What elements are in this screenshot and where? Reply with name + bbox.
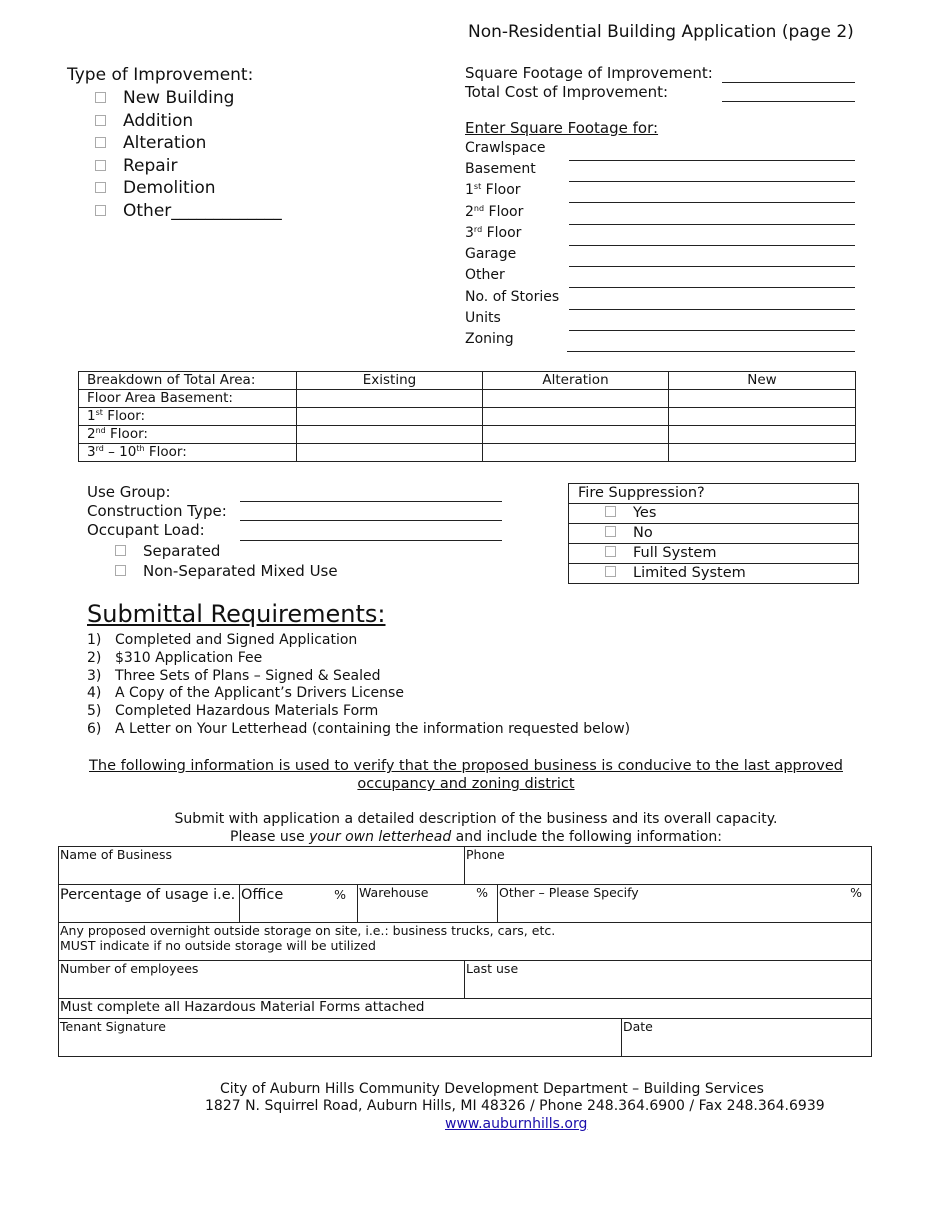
list-item: 5) Completed Hazardous Materials Form <box>87 703 379 720</box>
floor3-field[interactable] <box>569 245 855 246</box>
sqft-label: Square Footage of Improvement: <box>465 64 713 82</box>
construction-type-field[interactable] <box>240 520 502 521</box>
table-row <box>79 408 856 426</box>
fire-option-full[interactable]: Full System <box>569 543 858 563</box>
total-cost-field[interactable] <box>722 101 855 102</box>
table-row <box>59 961 872 999</box>
checkbox-icon[interactable] <box>115 545 126 556</box>
use-group-field[interactable] <box>240 501 502 502</box>
table-row <box>59 1019 872 1057</box>
table-row <box>79 390 856 408</box>
zoning-field[interactable] <box>567 351 855 352</box>
stories-label: No. of Stories <box>465 289 560 305</box>
checkbox-icon[interactable] <box>605 546 616 557</box>
occupant-load-label: Occupant Load: <box>87 521 205 539</box>
table-cell[interactable] <box>669 444 856 462</box>
separated-option[interactable]: Separated <box>115 542 220 560</box>
row-label: Floor Area Basement: <box>79 390 297 408</box>
non-separated-option[interactable]: Non-Separated Mixed Use <box>115 562 338 580</box>
checkbox-icon[interactable] <box>95 205 106 216</box>
submittal-list <box>87 632 630 739</box>
table-cell[interactable] <box>483 390 669 408</box>
improvement-option[interactable]: Alteration <box>95 132 282 155</box>
table-cell[interactable] <box>483 408 669 426</box>
list-item: 6) A Letter on Your Letterhead (containing the information requested below) <box>87 720 631 737</box>
improvement-option[interactable]: Addition <box>95 110 282 133</box>
use-group-label: Use Group: <box>87 483 171 501</box>
business-name-field[interactable]: Name of Business <box>59 847 465 885</box>
table-row <box>59 885 872 923</box>
table-cell[interactable] <box>297 390 483 408</box>
stories-field[interactable] <box>569 309 855 310</box>
improvement-option[interactable]: Demolition <box>95 177 282 200</box>
floor1-field[interactable] <box>569 202 855 203</box>
checkbox-icon[interactable] <box>605 526 616 537</box>
table-row <box>79 372 856 390</box>
footer-department: City of Auburn Hills Community Development Department – Building Services <box>220 1081 764 1097</box>
occupant-load-field[interactable] <box>240 540 502 541</box>
date-field[interactable]: Date <box>622 1019 872 1057</box>
other-label: Other <box>465 267 505 283</box>
page-title: Non-Residential Building Application (page 2) <box>468 22 854 42</box>
website-link[interactable]: www.auburnhills.org <box>445 1116 588 1132</box>
units-field[interactable] <box>569 330 855 331</box>
total-cost-label: Total Cost of Improvement: <box>465 83 669 101</box>
basement-field[interactable] <box>569 181 855 182</box>
garage-label: Garage <box>465 246 517 262</box>
checkbox-icon[interactable] <box>95 182 106 193</box>
list-item: 4) A Copy of the Applicant’s Drivers License <box>87 685 404 702</box>
table-row <box>59 923 872 961</box>
table-cell[interactable] <box>669 390 856 408</box>
sqft-field[interactable] <box>722 82 855 83</box>
garage-field[interactable] <box>569 266 855 267</box>
table-row <box>79 426 856 444</box>
office-field[interactable]: Office % <box>240 885 358 923</box>
percentage-label: Percentage of usage i.e. <box>59 885 240 923</box>
list-item: 3) Three Sets of Plans – Signed & Sealed <box>87 667 381 684</box>
table-cell[interactable] <box>297 444 483 462</box>
outside-storage-field[interactable]: Any proposed overnight outside storage on site, i.e.: business trucks, cars, etc. MUST indicate if no outside storage will be utilized <box>59 923 872 961</box>
checkbox-icon[interactable] <box>95 92 106 103</box>
crawlspace-field[interactable] <box>569 160 855 161</box>
floor2-field[interactable] <box>569 224 855 225</box>
table-cell[interactable] <box>669 426 856 444</box>
improvement-option[interactable]: Other_____________ <box>95 200 282 223</box>
verification-notice: The following information is used to verify that the proposed business is conducive to the last approved occupancy and zoning district <box>89 758 843 792</box>
table-cell[interactable] <box>669 408 856 426</box>
business-info-table <box>58 846 872 1057</box>
table-row <box>79 444 856 462</box>
employees-field[interactable]: Number of employees <box>59 961 465 999</box>
tenant-signature-field[interactable]: Tenant Signature <box>59 1019 622 1057</box>
other-specify-field[interactable]: Other – Please Specify % <box>498 885 872 923</box>
table-row <box>59 999 872 1019</box>
fire-option-limited[interactable]: Limited System <box>569 563 858 583</box>
checkbox-icon[interactable] <box>95 160 106 171</box>
enter-sqft-heading: Enter Square Footage for: <box>465 119 659 137</box>
table-header: New <box>669 372 856 390</box>
improvement-heading: Type of Improvement: <box>67 65 254 85</box>
fire-suppression-heading: Fire Suppression? <box>578 485 705 501</box>
fire-suppression-box <box>568 483 859 584</box>
footer-address: 1827 N. Squirrel Road, Auburn Hills, MI 48326 / Phone 248.364.6900 / Fax 248.364.6939 <box>205 1098 825 1114</box>
last-use-field[interactable]: Last use <box>465 961 872 999</box>
row-label: 3rd – 10th Floor: <box>79 444 297 462</box>
improvement-options <box>95 87 282 222</box>
checkbox-icon[interactable] <box>95 137 106 148</box>
submittal-heading: Submittal Requirements: <box>87 600 386 628</box>
checkbox-icon[interactable] <box>605 506 616 517</box>
warehouse-field[interactable]: Warehouse % <box>358 885 498 923</box>
row-label: 2nd Floor: <box>79 426 297 444</box>
improvement-option[interactable]: New Building <box>95 87 282 110</box>
hazardous-notice: Must complete all Hazardous Material Forms attached <box>59 999 872 1019</box>
zoning-label: Zoning <box>465 331 514 347</box>
table-cell[interactable] <box>297 426 483 444</box>
table-row <box>59 847 872 885</box>
list-item: 1) Completed and Signed Application <box>87 632 358 648</box>
checkbox-icon[interactable] <box>95 115 106 126</box>
floor2-label: 2nd Floor <box>465 204 524 220</box>
table-cell[interactable] <box>297 408 483 426</box>
crawlspace-label: Crawlspace <box>465 140 546 156</box>
row-label: 1st Floor: <box>79 408 297 426</box>
checkbox-icon[interactable] <box>115 565 126 576</box>
list-item: 2) $310 Application Fee <box>87 649 263 666</box>
checkbox-icon[interactable] <box>605 566 616 577</box>
floor3-label: 3rd Floor <box>465 225 522 241</box>
basement-label: Basement <box>465 161 536 177</box>
floor1-label: 1st Floor <box>465 182 521 198</box>
construction-type-label: Construction Type: <box>87 502 227 520</box>
improvement-option[interactable]: Repair <box>95 155 282 178</box>
phone-field[interactable]: Phone <box>465 847 872 885</box>
table-cell[interactable] <box>483 426 669 444</box>
table-header: Breakdown of Total Area: <box>79 372 297 390</box>
other-field[interactable] <box>569 287 855 288</box>
table-cell[interactable] <box>483 444 669 462</box>
table-header: Existing <box>297 372 483 390</box>
fire-option-yes[interactable]: Yes <box>569 503 858 523</box>
table-header: Alteration <box>483 372 669 390</box>
submit-instructions: Submit with application a detailed description of the business and its overall capacity. Please use your own letterhead and include the following information: <box>174 811 778 845</box>
units-label: Units <box>465 310 501 326</box>
area-breakdown-table <box>78 371 856 462</box>
fire-option-no[interactable]: No <box>569 523 858 543</box>
